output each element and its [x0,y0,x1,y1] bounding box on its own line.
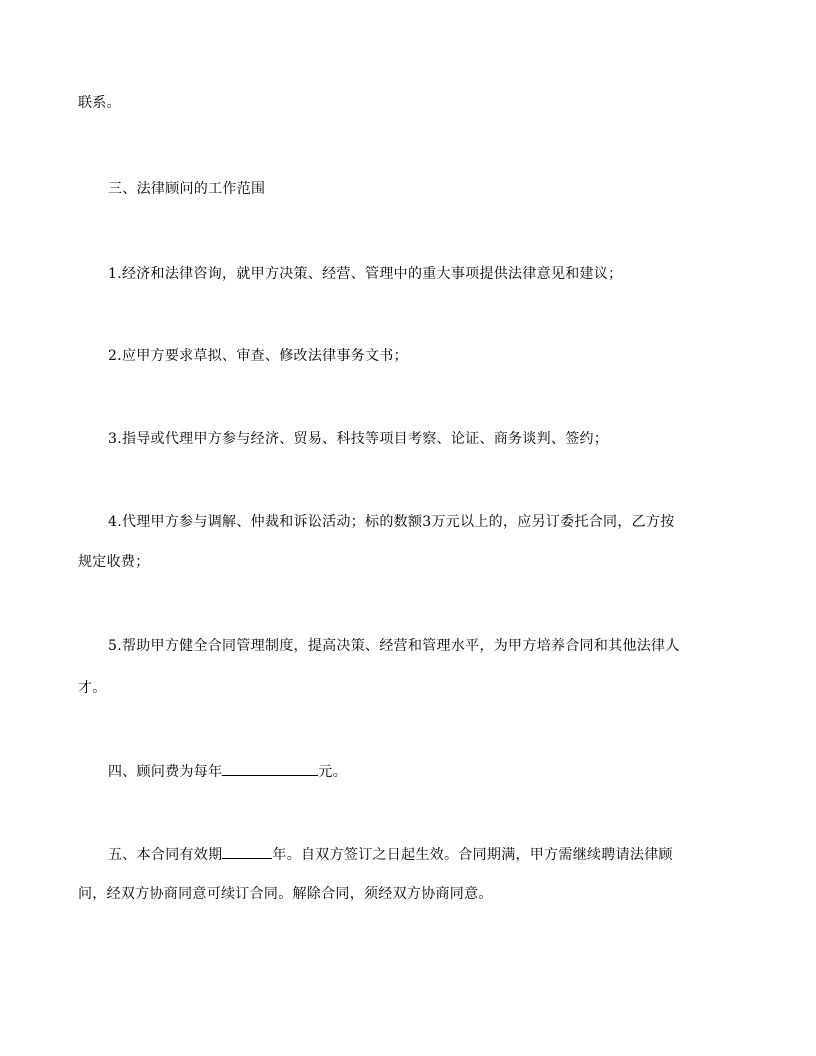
scope-item-1: 1.经济和法律咨询，就甲方决策、经营、管理中的重大事项提供法律意见和建议； [108,266,623,282]
scope-item-2: 2.应甲方要求草拟、审查、修改法律事务文书； [108,348,408,364]
term-blank-field[interactable] [222,844,272,859]
section-5-line-2: 问，经双方协商同意可续订合同。解除合同，须经双方协商同意。 [78,886,493,902]
term-label: 五、本合同有效期 [108,847,223,863]
scope-item-5-line-2: 才。 [78,680,107,696]
scope-item-4-line-1: 4.代理甲方参与调解、仲裁和诉讼活动；标的数额3万元以上的，应另订委托合同，乙方按 [108,514,675,530]
continuation-text: 联系。 [78,95,121,111]
scope-item-4-line-2: 规定收费； [78,554,150,570]
scope-item-3: 3.指导或代理甲方参与经济、贸易、科技等项目考察、论证、商务谈判、签约； [108,431,609,447]
fee-label: 四、顾问费为每年 [108,764,223,780]
fee-unit: 元。 [318,764,348,780]
scope-item-5-line-1: 5.帮助甲方健全合同管理制度，提高决策、经营和管理水平，为甲方培养合同和其他法律人 [108,638,680,654]
section-3-heading: 三、法律顾问的工作范围 [108,181,266,197]
fee-blank-field[interactable] [222,761,318,776]
section-4-fee [108,761,347,782]
term-text: 年。自双方签订之日起生效。合同期满，甲方需继续聘请法律顾 [272,847,673,863]
section-5-line-1 [108,844,673,865]
